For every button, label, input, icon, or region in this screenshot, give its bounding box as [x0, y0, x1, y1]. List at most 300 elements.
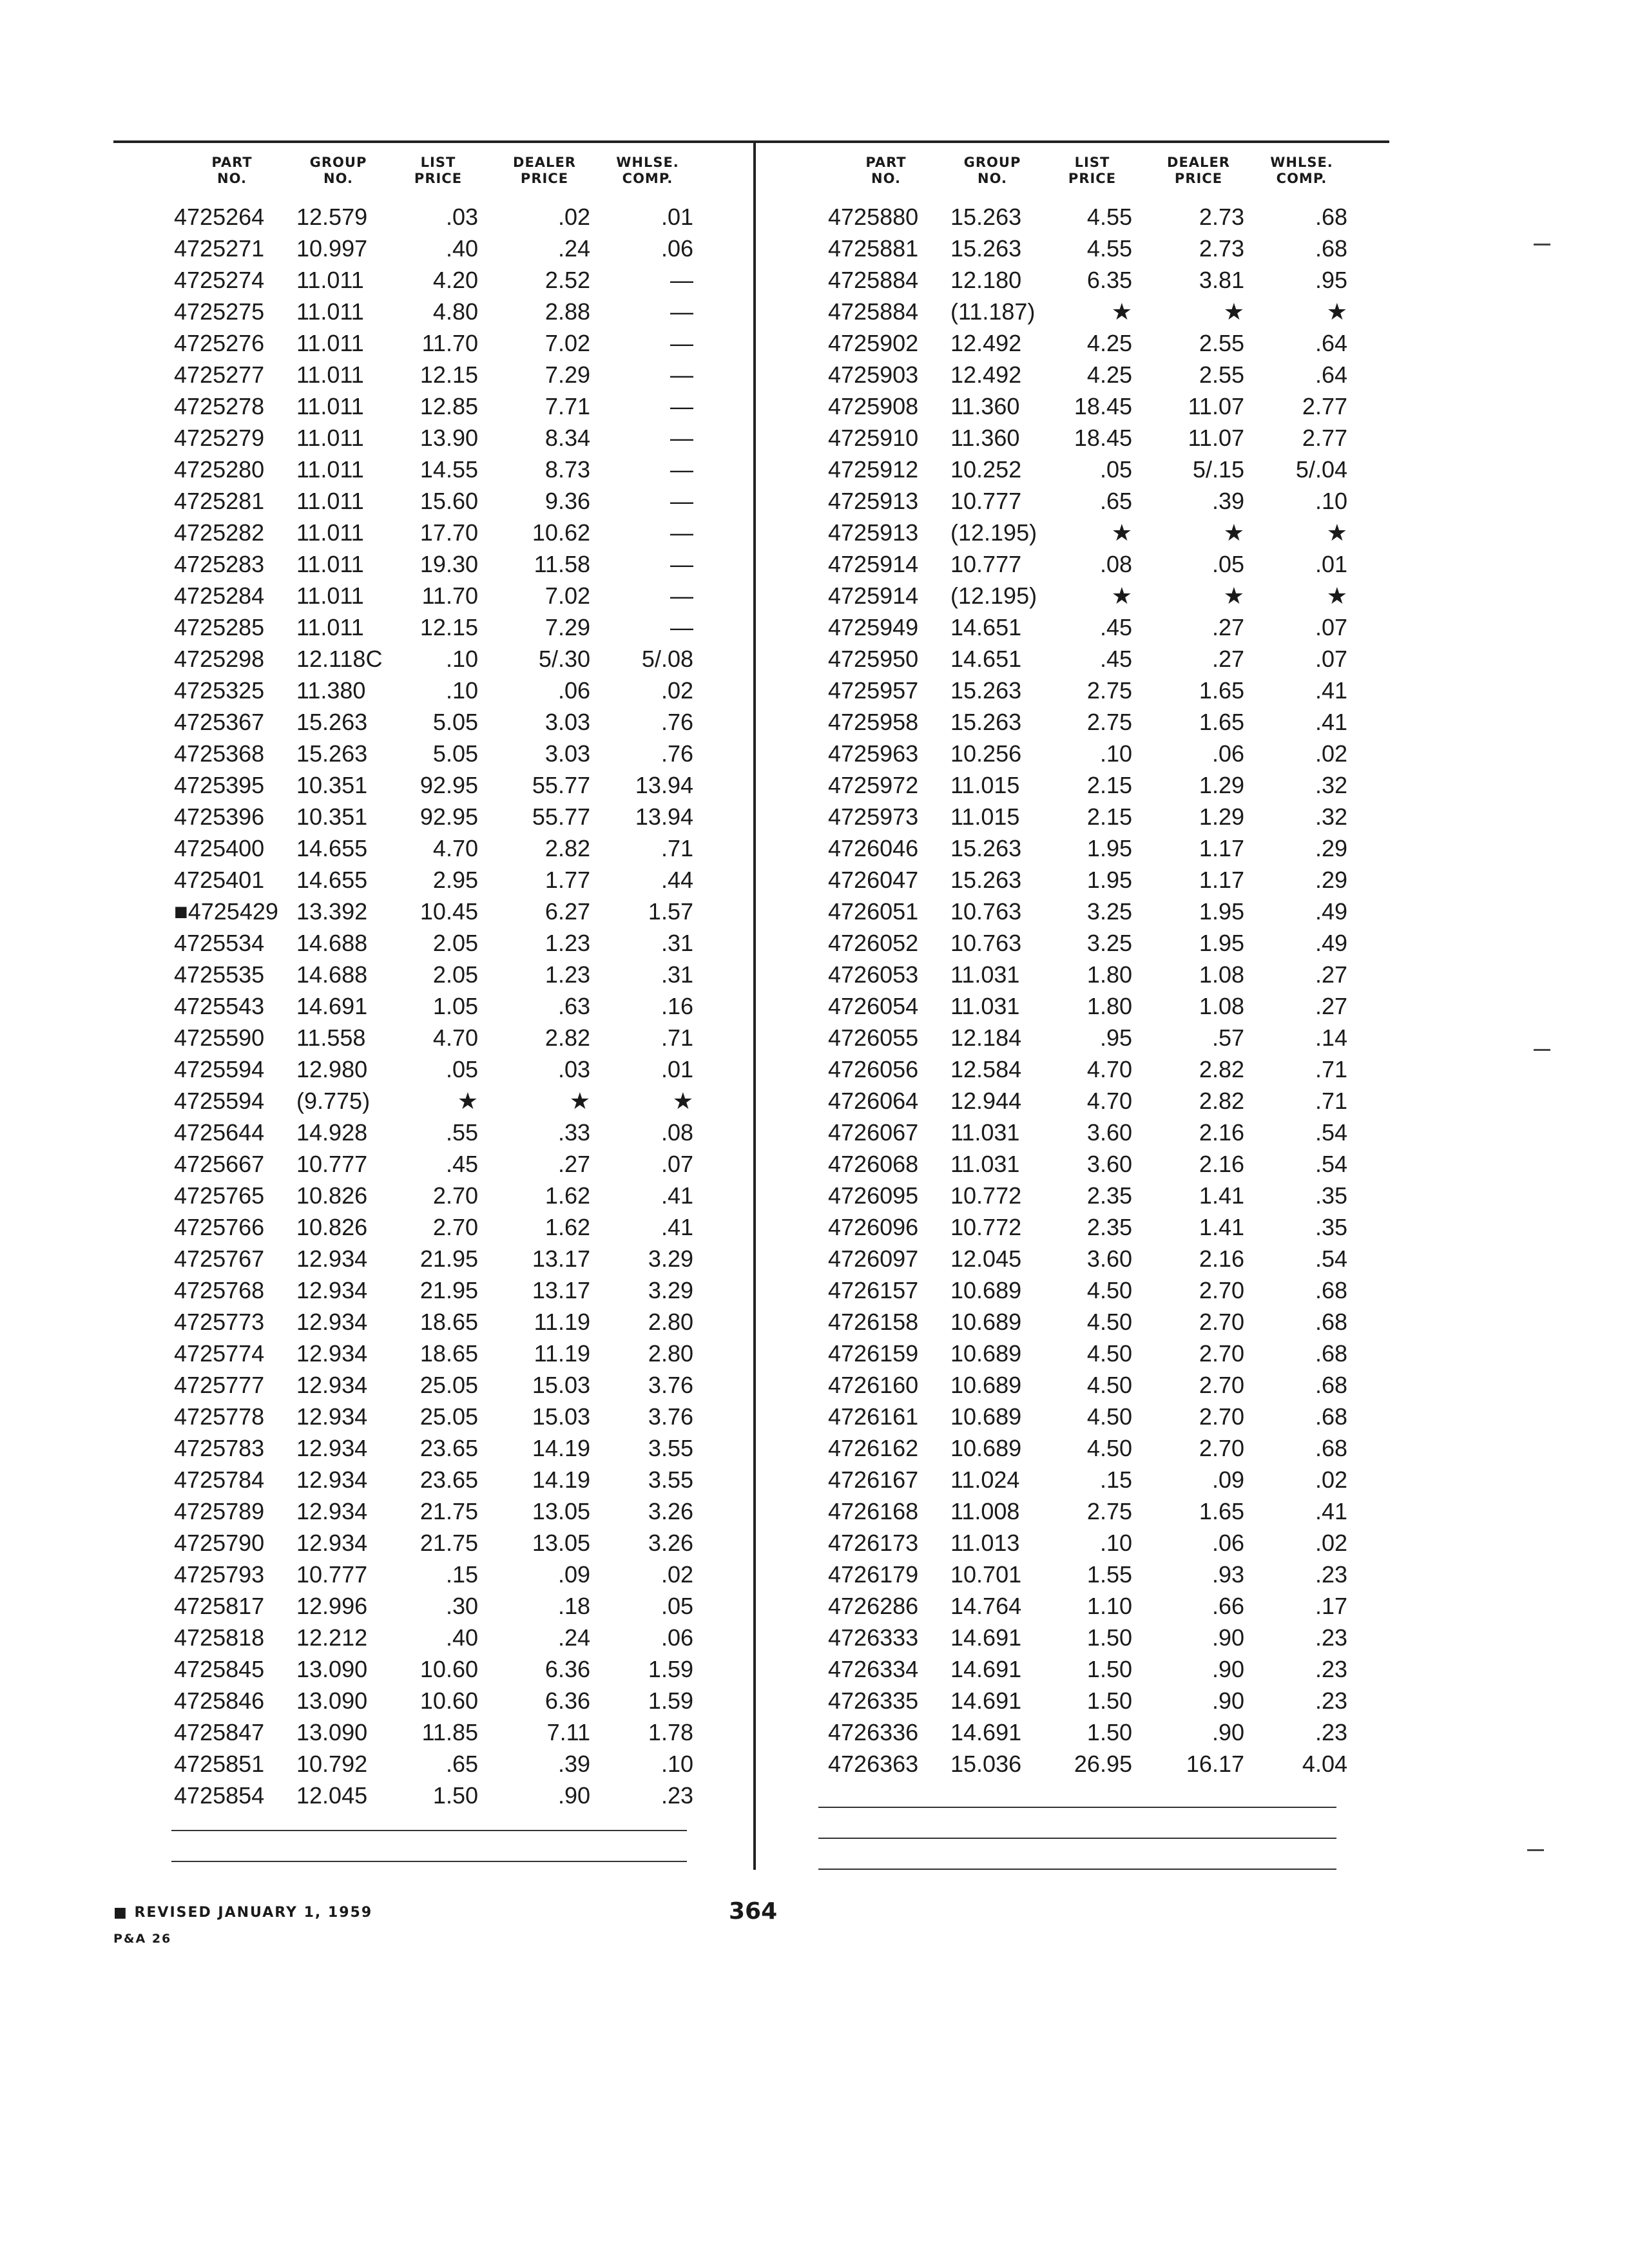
cell-part: 4726054	[828, 992, 919, 1019]
cell-whlse: .07	[1315, 645, 1347, 672]
cell-list: .65	[445, 1750, 478, 1777]
table-row	[828, 1085, 1350, 1117]
margin-mark	[1534, 1049, 1550, 1051]
cell-whlse: .68	[1315, 1340, 1347, 1367]
cell-whlse: .32	[1315, 803, 1347, 830]
cell-list: 4.50	[1086, 1340, 1132, 1367]
cell-dealer: .90	[1211, 1655, 1244, 1682]
cell-dealer: .06	[557, 677, 590, 704]
cell-list: 3.25	[1086, 898, 1132, 925]
cell-group: 11.031	[950, 1150, 1020, 1177]
cell-whlse: .41	[1315, 708, 1347, 735]
right-table-header	[828, 155, 1350, 195]
cell-group: 11.360	[950, 424, 1020, 451]
cell-whlse: .68	[1315, 235, 1347, 262]
cell-whlse: 5/.04	[1295, 456, 1347, 483]
cell-list: 1.95	[1086, 866, 1132, 893]
cell-part: 4726055	[828, 1024, 919, 1051]
cell-part: 4725914	[828, 582, 919, 609]
cell-part: 4725644	[174, 1119, 265, 1146]
table-row	[174, 896, 696, 927]
cell-group: 10.689	[950, 1403, 1022, 1430]
cell-part: 4726068	[828, 1150, 919, 1177]
cell-list: 2.05	[432, 929, 478, 956]
cell-whlse: .41	[1315, 1497, 1347, 1524]
cell-whlse: 1.59	[648, 1687, 693, 1714]
cell-part: 4725535	[174, 961, 265, 988]
cell-whlse: —	[670, 613, 693, 640]
cell-dealer: 6.36	[545, 1655, 590, 1682]
cell-group: 10.826	[296, 1182, 368, 1209]
cell-dealer: 7.02	[545, 582, 590, 609]
cell-part: 4725667	[174, 1150, 265, 1177]
cell-whlse: 3.76	[648, 1371, 693, 1398]
cell-part: 4725400	[174, 834, 265, 861]
cell-group: 11.380	[296, 677, 366, 704]
cell-list: 12.15	[419, 613, 478, 640]
cell-part: 4725367	[174, 708, 265, 735]
header-group-no: GROUP NO.	[309, 155, 367, 186]
cell-group: 14.651	[950, 645, 1022, 672]
cell-group: 11.031	[950, 992, 1020, 1019]
cell-dealer: .24	[557, 235, 590, 262]
cell-whlse: .02	[660, 677, 693, 704]
cell-list: 4.55	[1086, 203, 1132, 230]
cell-group: 15.263	[950, 235, 1022, 262]
cell-part: 4725594	[174, 1055, 265, 1082]
cell-group: 15.263	[950, 203, 1022, 230]
cell-dealer: 1.08	[1199, 961, 1244, 988]
cell-whlse: .02	[1315, 1466, 1347, 1493]
cell-list: 26.95	[1074, 1750, 1132, 1777]
cell-whlse: —	[670, 582, 693, 609]
cell-part: 4725963	[828, 740, 919, 767]
table-row	[828, 201, 1350, 233]
table-row	[174, 990, 696, 1022]
cell-dealer: 3.81	[1199, 266, 1244, 293]
cell-dealer: 1.08	[1199, 992, 1244, 1019]
cell-group: 15.263	[296, 708, 368, 735]
right-blank-rule-3	[818, 1869, 1336, 1870]
cell-whlse: .76	[660, 708, 693, 735]
cell-list: 10.60	[419, 1655, 478, 1682]
cell-dealer: 7.02	[545, 329, 590, 356]
cell-group: 10.792	[296, 1750, 368, 1777]
cell-list: 21.75	[419, 1497, 478, 1524]
cell-list: 5.05	[432, 740, 478, 767]
cell-dealer: 2.16	[1199, 1119, 1244, 1146]
cell-dealer: 2.70	[1199, 1340, 1244, 1367]
cell-whlse: .68	[1315, 1371, 1347, 1398]
cell-dealer: 1.29	[1199, 803, 1244, 830]
cell-dealer: 2.82	[1199, 1055, 1244, 1082]
cell-whlse: 3.29	[648, 1245, 693, 1272]
cell-group: 12.934	[296, 1466, 368, 1493]
cell-dealer: ★	[1223, 298, 1244, 325]
cell-whlse: 5/.08	[641, 645, 693, 672]
header-group-no: GROUP NO.	[963, 155, 1021, 186]
cell-part: 4725908	[828, 392, 919, 419]
cell-dealer: 2.16	[1199, 1150, 1244, 1177]
cell-list: .10	[1099, 740, 1132, 767]
cell-part: 4725950	[828, 645, 919, 672]
table-row	[174, 801, 696, 832]
table-row	[174, 201, 696, 233]
table-row	[828, 959, 1350, 990]
cell-part: 4725973	[828, 803, 919, 830]
cell-group: 11.031	[950, 961, 1020, 988]
table-row	[828, 1464, 1350, 1495]
cell-part: 4725913	[828, 519, 919, 546]
cell-dealer: 15.03	[532, 1371, 590, 1398]
cell-group: 12.934	[296, 1245, 368, 1272]
table-row	[828, 1338, 1350, 1369]
table-row	[828, 1748, 1350, 1780]
table-row	[828, 675, 1350, 706]
cell-dealer: 2.88	[545, 298, 590, 325]
cell-whlse: .68	[1315, 1308, 1347, 1335]
cell-dealer: .09	[557, 1561, 590, 1588]
cell-group: 12.934	[296, 1529, 368, 1556]
cell-part: 4725285	[174, 613, 265, 640]
cell-list: 25.05	[419, 1371, 478, 1398]
cell-whlse: .16	[660, 992, 693, 1019]
cell-group: 11.011	[296, 487, 364, 514]
cell-group: 14.655	[296, 866, 368, 893]
cell-dealer: 1.29	[1199, 771, 1244, 798]
table-row	[174, 1748, 696, 1780]
cell-whlse: .64	[1315, 329, 1347, 356]
cell-part: 4725325	[174, 677, 265, 704]
cell-group: 10.689	[950, 1340, 1022, 1367]
table-row	[174, 643, 696, 675]
cell-group: 10.689	[950, 1434, 1022, 1461]
cell-group: 14.928	[296, 1119, 368, 1146]
cell-dealer: ★	[569, 1087, 590, 1114]
cell-part: 4725395	[174, 771, 265, 798]
table-row	[174, 1464, 696, 1495]
cell-group: 13.392	[296, 898, 368, 925]
table-row	[828, 1117, 1350, 1148]
cell-whlse: .23	[1315, 1655, 1347, 1682]
cell-list: 2.95	[432, 866, 478, 893]
cell-part: 4726158	[828, 1308, 919, 1335]
cell-part: 4725534	[174, 929, 265, 956]
cell-dealer: 55.77	[532, 771, 590, 798]
page-number: 364	[729, 1898, 778, 1925]
cell-group: 12.045	[296, 1782, 368, 1809]
cell-list: .10	[445, 645, 478, 672]
table-row	[174, 1243, 696, 1274]
cell-list: 2.15	[1086, 771, 1132, 798]
cell-dealer: 11.19	[534, 1308, 590, 1335]
cell-dealer: 13.17	[532, 1276, 590, 1303]
cell-part: 4726167	[828, 1466, 919, 1493]
cell-group: 14.655	[296, 834, 368, 861]
cell-part: 4725280	[174, 456, 265, 483]
cell-group: 13.090	[296, 1718, 368, 1745]
cell-list: 4.50	[1086, 1403, 1132, 1430]
cell-group: 12.934	[296, 1403, 368, 1430]
cell-part: 4725396	[174, 803, 265, 830]
cell-whlse: .49	[1315, 929, 1347, 956]
cell-dealer: .09	[1211, 1466, 1244, 1493]
cell-part: 4725281	[174, 487, 265, 514]
cell-whlse: .68	[1315, 1434, 1347, 1461]
cell-group: 10.826	[296, 1213, 368, 1240]
cell-part: 4725768	[174, 1276, 265, 1303]
table-row	[174, 327, 696, 359]
cell-list: 4.55	[1086, 235, 1132, 262]
cell-dealer: 2.70	[1199, 1434, 1244, 1461]
cell-dealer: .90	[557, 1782, 590, 1809]
table-row	[828, 1653, 1350, 1685]
cell-part: 4725854	[174, 1782, 265, 1809]
cell-part: 4726051	[828, 898, 919, 925]
cell-group: 14.764	[950, 1592, 1022, 1619]
cell-group: 11.011	[296, 613, 364, 640]
cell-whlse: 3.55	[648, 1466, 693, 1493]
cell-list: 23.65	[419, 1434, 478, 1461]
cell-dealer: 2.55	[1199, 329, 1244, 356]
cell-whlse: .23	[1315, 1624, 1347, 1651]
cell-dealer: 14.19	[532, 1466, 590, 1493]
cell-group: 14.691	[950, 1718, 1022, 1745]
cell-dealer: 2.70	[1199, 1276, 1244, 1303]
cell-dealer: 5/.15	[1192, 456, 1244, 483]
cell-list: 2.75	[1086, 708, 1132, 735]
cell-part: 4726160	[828, 1371, 919, 1398]
cell-part: 4725777	[174, 1371, 265, 1398]
cell-list: 18.65	[419, 1340, 478, 1367]
cell-part: 4725784	[174, 1466, 265, 1493]
cell-group: 10.763	[950, 898, 1022, 925]
table-row	[174, 1306, 696, 1338]
left-table-body	[174, 201, 696, 1811]
cell-group: (11.187)	[950, 298, 1036, 325]
cell-list: .10	[1099, 1529, 1132, 1556]
cell-dealer: .90	[1211, 1718, 1244, 1745]
table-row	[828, 1622, 1350, 1653]
table-row	[828, 264, 1350, 296]
cell-dealer: 1.95	[1199, 898, 1244, 925]
cell-whlse: —	[670, 329, 693, 356]
cell-part: 4725881	[828, 235, 919, 262]
table-row	[828, 738, 1350, 769]
left-table-header	[174, 155, 696, 195]
cell-dealer: 1.23	[545, 929, 590, 956]
cell-whlse: .01	[660, 1055, 693, 1082]
cell-group: 12.492	[950, 361, 1022, 388]
cell-whlse: .35	[1315, 1213, 1347, 1240]
header-whlse-comp: WHLSE. COMP.	[616, 155, 679, 186]
cell-list: 4.70	[1086, 1087, 1132, 1114]
cell-list: 18.45	[1074, 392, 1132, 419]
table-row	[174, 264, 696, 296]
cell-whlse: .29	[1315, 834, 1347, 861]
cell-group: 11.024	[950, 1466, 1020, 1493]
table-row	[174, 864, 696, 896]
cell-list: 12.85	[419, 392, 478, 419]
cell-dealer: .33	[557, 1119, 590, 1146]
cell-part: 4725851	[174, 1750, 265, 1777]
table-row	[174, 1527, 696, 1559]
cell-dealer: 10.62	[532, 519, 590, 546]
right-price-table	[828, 155, 1350, 1780]
right-table-body	[828, 201, 1350, 1780]
cell-group: 15.263	[950, 866, 1022, 893]
table-row	[174, 454, 696, 485]
cell-list: 2.05	[432, 961, 478, 988]
cell-part: 4725283	[174, 550, 265, 577]
table-row	[828, 1369, 1350, 1401]
cell-whlse: .54	[1315, 1119, 1347, 1146]
header-list-price: LIST PRICE	[1068, 155, 1117, 186]
cell-part: 4725790	[174, 1529, 265, 1556]
table-row	[828, 706, 1350, 738]
cell-whlse: .68	[1315, 203, 1347, 230]
cell-list: .05	[445, 1055, 478, 1082]
cell-part: 4725783	[174, 1434, 265, 1461]
cell-part: 4725910	[828, 424, 919, 451]
cell-list: 2.35	[1086, 1182, 1132, 1209]
cell-whlse: —	[670, 519, 693, 546]
cell-part: 4725275	[174, 298, 265, 325]
cell-list: .45	[1099, 613, 1132, 640]
cell-list: 21.75	[419, 1529, 478, 1556]
cell-whlse: 4.04	[1302, 1750, 1347, 1777]
cell-whlse: .07	[660, 1150, 693, 1177]
cell-list: .05	[1099, 456, 1132, 483]
cell-whlse: .17	[1315, 1592, 1347, 1619]
cell-dealer: .57	[1211, 1024, 1244, 1051]
header-part-no: PART NO.	[211, 155, 253, 186]
cell-part: 4725276	[174, 329, 265, 356]
cell-whlse: .95	[1315, 266, 1347, 293]
cell-list: ★	[1111, 519, 1132, 546]
table-row	[174, 1432, 696, 1464]
cell-whlse: .41	[1315, 677, 1347, 704]
cell-whlse: 1.78	[648, 1718, 693, 1745]
table-row	[174, 1085, 696, 1117]
cell-whlse: .31	[660, 929, 693, 956]
cell-dealer: 9.36	[545, 487, 590, 514]
header-part-no: PART NO.	[865, 155, 907, 186]
cell-part: 4726162	[828, 1434, 919, 1461]
table-row	[828, 832, 1350, 864]
cell-part: 4725264	[174, 203, 265, 230]
cell-group: 10.772	[950, 1182, 1022, 1209]
cell-dealer: .03	[557, 1055, 590, 1082]
cell-dealer: .27	[1211, 613, 1244, 640]
table-row	[828, 1180, 1350, 1211]
cell-whlse: 2.77	[1302, 424, 1347, 451]
cell-group: 12.934	[296, 1340, 368, 1367]
cell-dealer: 1.62	[545, 1182, 590, 1209]
cell-part: 4726097	[828, 1245, 919, 1272]
table-row	[828, 1053, 1350, 1085]
cell-part: 4725789	[174, 1497, 265, 1524]
table-row	[174, 1401, 696, 1432]
table-row	[828, 1590, 1350, 1622]
cell-dealer: 2.52	[545, 266, 590, 293]
table-row	[174, 1022, 696, 1053]
cell-group: 12.980	[296, 1055, 368, 1082]
cell-whlse: .49	[1315, 898, 1347, 925]
table-row	[828, 580, 1350, 611]
cell-whlse: .07	[1315, 613, 1347, 640]
cell-part: 4725847	[174, 1718, 265, 1745]
cell-list: 3.60	[1086, 1245, 1132, 1272]
cell-part: 4726052	[828, 929, 919, 956]
cell-whlse: 3.55	[648, 1434, 693, 1461]
cell-part: 4725845	[174, 1655, 265, 1682]
cell-list: .65	[1099, 487, 1132, 514]
cell-list: 18.45	[1074, 424, 1132, 451]
cell-part: 4726159	[828, 1340, 919, 1367]
cell-part: 4726286	[828, 1592, 919, 1619]
cell-whlse: 13.94	[635, 803, 693, 830]
cell-list: 92.95	[419, 771, 478, 798]
cell-group: 14.688	[296, 961, 368, 988]
cell-list: 1.50	[432, 1782, 478, 1809]
cell-dealer: .39	[1211, 487, 1244, 514]
cell-dealer: .39	[557, 1750, 590, 1777]
table-row	[174, 1338, 696, 1369]
table-row	[828, 1243, 1350, 1274]
cell-list: 11.70	[421, 329, 478, 356]
cell-whlse: 1.57	[648, 898, 693, 925]
cell-dealer: .90	[1211, 1624, 1244, 1651]
cell-list: 1.50	[1086, 1655, 1132, 1682]
cell-group: 10.777	[950, 550, 1022, 577]
cell-group: 10.701	[950, 1561, 1022, 1588]
table-row	[828, 643, 1350, 675]
cell-list: 4.50	[1086, 1371, 1132, 1398]
table-row	[174, 1053, 696, 1085]
left-price-table	[174, 155, 696, 1811]
table-row	[174, 517, 696, 548]
cell-dealer: 1.41	[1199, 1213, 1244, 1240]
cell-whlse: .01	[1315, 550, 1347, 577]
cell-dealer: .63	[557, 992, 590, 1019]
cell-list: ★	[457, 1087, 478, 1114]
header-list-price: LIST PRICE	[414, 155, 463, 186]
cell-part: 4725846	[174, 1687, 265, 1714]
cell-group: 12.184	[950, 1024, 1022, 1051]
cell-group: 11.011	[296, 550, 364, 577]
cell-list: .40	[445, 235, 478, 262]
cell-group: 10.256	[950, 740, 1022, 767]
cell-dealer: .27	[1211, 645, 1244, 672]
cell-dealer: 15.03	[532, 1403, 590, 1430]
table-row	[828, 1716, 1350, 1748]
cell-dealer: .24	[557, 1624, 590, 1651]
cell-list: 10.45	[419, 898, 478, 925]
cell-whlse: .64	[1315, 361, 1347, 388]
cell-part: 4726335	[828, 1687, 919, 1714]
cell-whlse: —	[670, 424, 693, 451]
table-row	[174, 706, 696, 738]
cell-part: 4726334	[828, 1655, 919, 1682]
cell-whlse: ★	[672, 1087, 693, 1114]
table-row	[828, 327, 1350, 359]
cell-dealer: 8.73	[545, 456, 590, 483]
cell-whlse: .31	[660, 961, 693, 988]
cell-group: 10.777	[296, 1150, 368, 1177]
table-row	[174, 422, 696, 454]
column-divider	[753, 143, 756, 1870]
